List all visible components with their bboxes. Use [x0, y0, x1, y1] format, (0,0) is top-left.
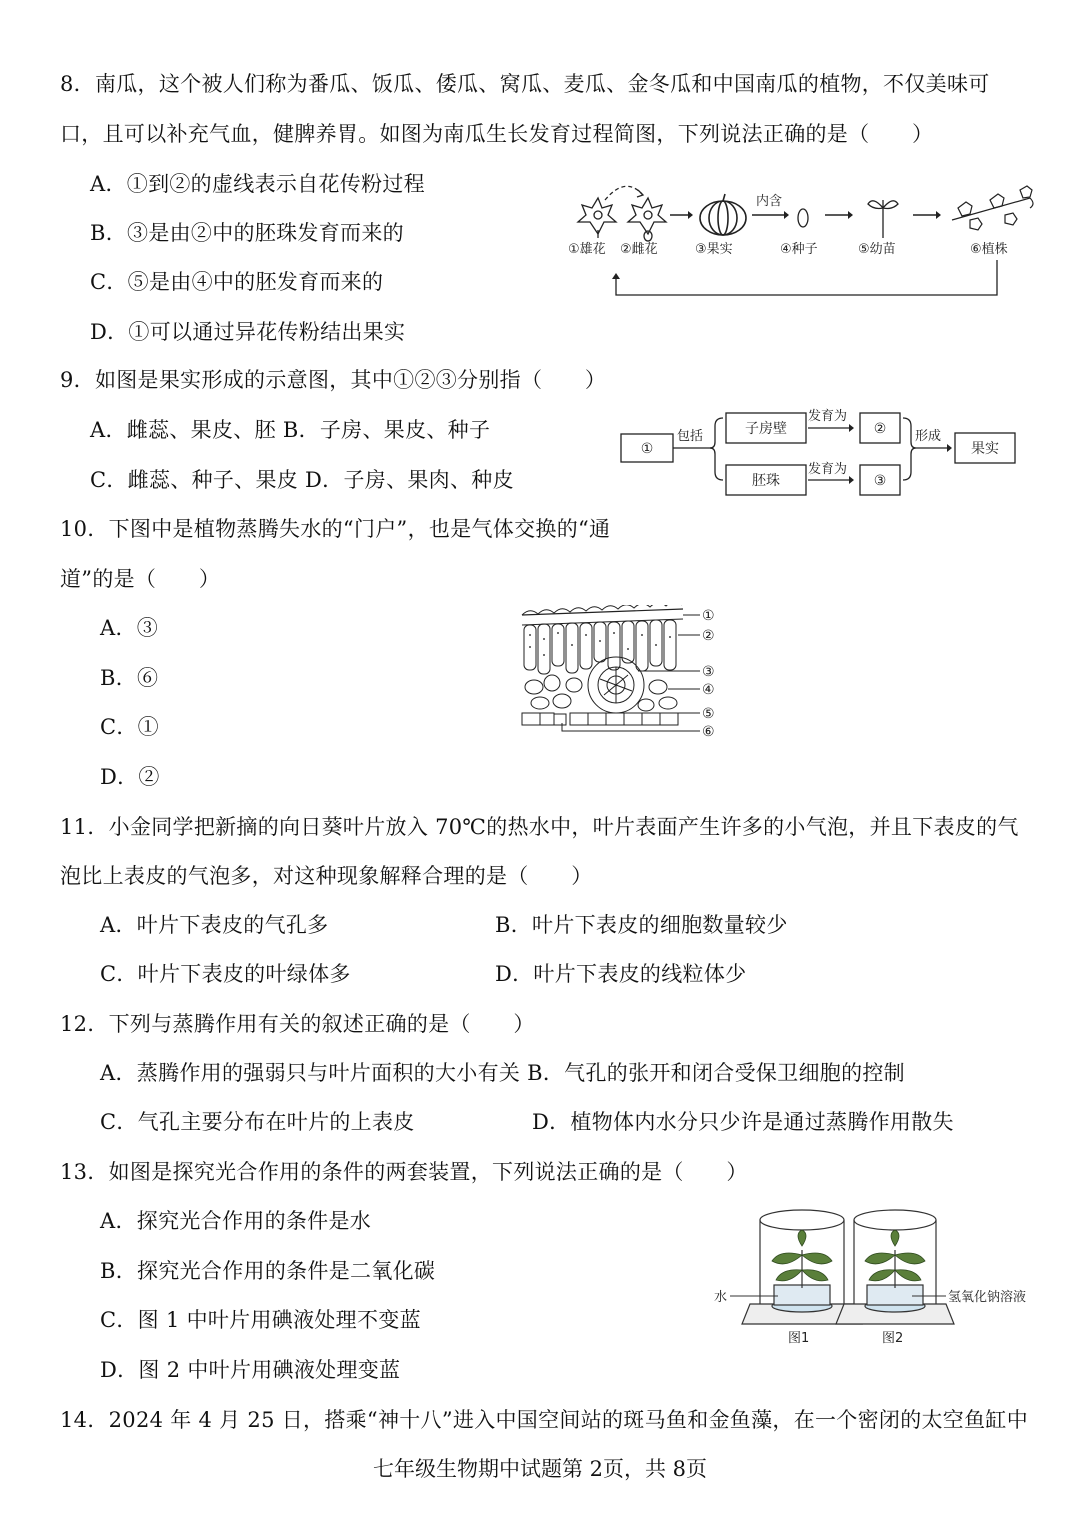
q8-label-plant: ⑥植株	[970, 242, 1008, 257]
page-footer: 七年级生物期中试题第 2页，共 8页	[372, 1457, 708, 1481]
bell-jar-2	[836, 1210, 954, 1324]
pumpkin-icon	[700, 194, 746, 235]
q10-label-1: ①	[702, 608, 715, 624]
q10-label-3: ③	[702, 664, 715, 680]
q12-option-ab: A．蒸腾作用的强弱只与叶片面积的大小有关 B．气孔的张开和闭合受保卫细胞的控制	[100, 1061, 905, 1085]
q11-option-b: B．叶片下表皮的细胞数量较少	[495, 913, 788, 937]
q9-box3: ③	[873, 473, 887, 489]
q9-fruit-formation-figure	[615, 400, 1025, 505]
q9-ovary-wall: 子房壁	[745, 421, 787, 437]
q13-naoh-label: 氢氧化钠溶液	[948, 1290, 1027, 1305]
q9-develops-2: 发育为	[808, 462, 848, 477]
male-flower-icon	[578, 198, 616, 238]
q13-option-c: C．图 1 中叶片用碘液处理不变蓝	[100, 1308, 421, 1332]
q13-option-b: B．探究光合作用的条件是二氧化碳	[100, 1259, 436, 1283]
q13-stem: 13．如图是探究光合作用的条件的两套装置，下列说法正确的是（ ）	[60, 1160, 748, 1184]
q9-options-line2: C．雌蕊、种子、果皮 D．子房、果肉、种皮	[90, 468, 514, 492]
q10-label-6: ⑥	[702, 724, 715, 740]
q9-forms: 形成	[915, 429, 942, 444]
q8-label-seedling: ⑤幼苗	[858, 242, 896, 257]
q9-fruit: 果实	[971, 441, 999, 457]
q8-label-male: ①雄花	[568, 242, 606, 257]
q10-stem-line2: 道”的是（ ）	[60, 567, 221, 591]
q10-leaf-cross-section-figure	[518, 605, 728, 745]
q8-contains-label: 内含	[756, 194, 783, 209]
q8-label-female: ②雌花	[620, 242, 658, 257]
q13-photosynthesis-setup-figure	[712, 1200, 1042, 1350]
q13-option-a: A．探究光合作用的条件是水	[100, 1209, 372, 1233]
q12-option-c: C．气孔主要分布在叶片的上表皮	[100, 1110, 415, 1134]
q14-stem-line1: 14．2024 年 4 月 25 日，搭乘“神十八”进入中国空间站的斑马鱼和金鱼藻，在一个密闭的太空鱼缸中	[60, 1408, 1028, 1432]
q9-develops-1: 发育为	[808, 409, 848, 424]
seed-icon	[798, 209, 808, 227]
q11-stem-line2: 泡比上表皮的气泡多，对这种现象解释合理的是（ ）	[60, 864, 593, 888]
q9-ovule: 胚珠	[752, 473, 780, 489]
q10-stem-line1: 10．下图中是植物蒸腾失水的“门户”，也是气体交换的“通	[60, 517, 611, 541]
plant-icon	[952, 186, 1033, 230]
q8-label-fruit: ③果实	[695, 242, 733, 257]
q8-option-c: C．⑤是由④中的胚发育而来的	[90, 270, 384, 294]
q13-option-d: D．图 2 中叶片用碘液处理变蓝	[100, 1358, 401, 1382]
q11-option-d: D．叶片下表皮的线粒体少	[495, 962, 747, 986]
q9-box1: ①	[640, 441, 654, 457]
q13-fig1-label: 图1	[788, 1331, 810, 1346]
q10-option-a: A．③	[100, 616, 159, 640]
q10-option-d: D．②	[100, 765, 160, 789]
q10-option-b: B．⑥	[100, 666, 159, 690]
q11-option-c: C．叶片下表皮的叶绿体多	[100, 962, 351, 986]
q9-stem: 9．如图是果实形成的示意图，其中①②③分别指（ ）	[60, 368, 607, 392]
q10-option-c: C．①	[100, 715, 159, 739]
q10-label-5: ⑤	[702, 706, 715, 722]
seedling-icon	[868, 200, 898, 238]
q8-option-b: B．③是由②中的胚珠发育而来的	[90, 221, 404, 245]
q9-includes: 包括	[677, 429, 704, 444]
q11-option-a: A．叶片下表皮的气孔多	[100, 913, 329, 937]
leaf-vein-icon	[588, 657, 644, 713]
q12-option-d: D．植物体内水分只少许是通过蒸腾作用散失	[532, 1110, 954, 1134]
q10-label-2: ②	[702, 628, 715, 644]
q13-fig2-label: 图2	[882, 1331, 904, 1346]
q8-option-d: D．①可以通过异花传粉结出果实	[90, 320, 406, 344]
female-flower-icon	[628, 198, 666, 241]
q8-pumpkin-lifecycle-figure	[560, 180, 1050, 305]
q8-stem-line1: 8．南瓜，这个被人们称为番瓜、饭瓜、倭瓜、窝瓜、麦瓜、金冬瓜和中国南瓜的植物，不仅美味可	[60, 72, 990, 96]
q10-label-4: ④	[702, 682, 715, 698]
q8-label-seed: ④种子	[780, 242, 818, 257]
q8-stem-line2: 口，且可以补充气血，健脾养胃。如图为南瓜生长发育过程简图，下列说法正确的是（ ）	[60, 122, 934, 146]
q13-water-label: 水	[714, 1290, 728, 1305]
q9-options-line1: A．雌蕊、果皮、胚 B．子房、果皮、种子	[90, 418, 491, 442]
q8-option-a: A．①到②的虚线表示自花传粉过程	[90, 172, 425, 196]
q9-box2: ②	[873, 421, 887, 437]
q12-stem: 12．下列与蒸腾作用有关的叙述正确的是（ ）	[60, 1012, 535, 1036]
q11-stem-line1: 11．小金同学把新摘的向日葵叶片放入 70℃的热水中，叶片表面产生许多的小气泡，并且下表皮的气	[60, 815, 1019, 839]
